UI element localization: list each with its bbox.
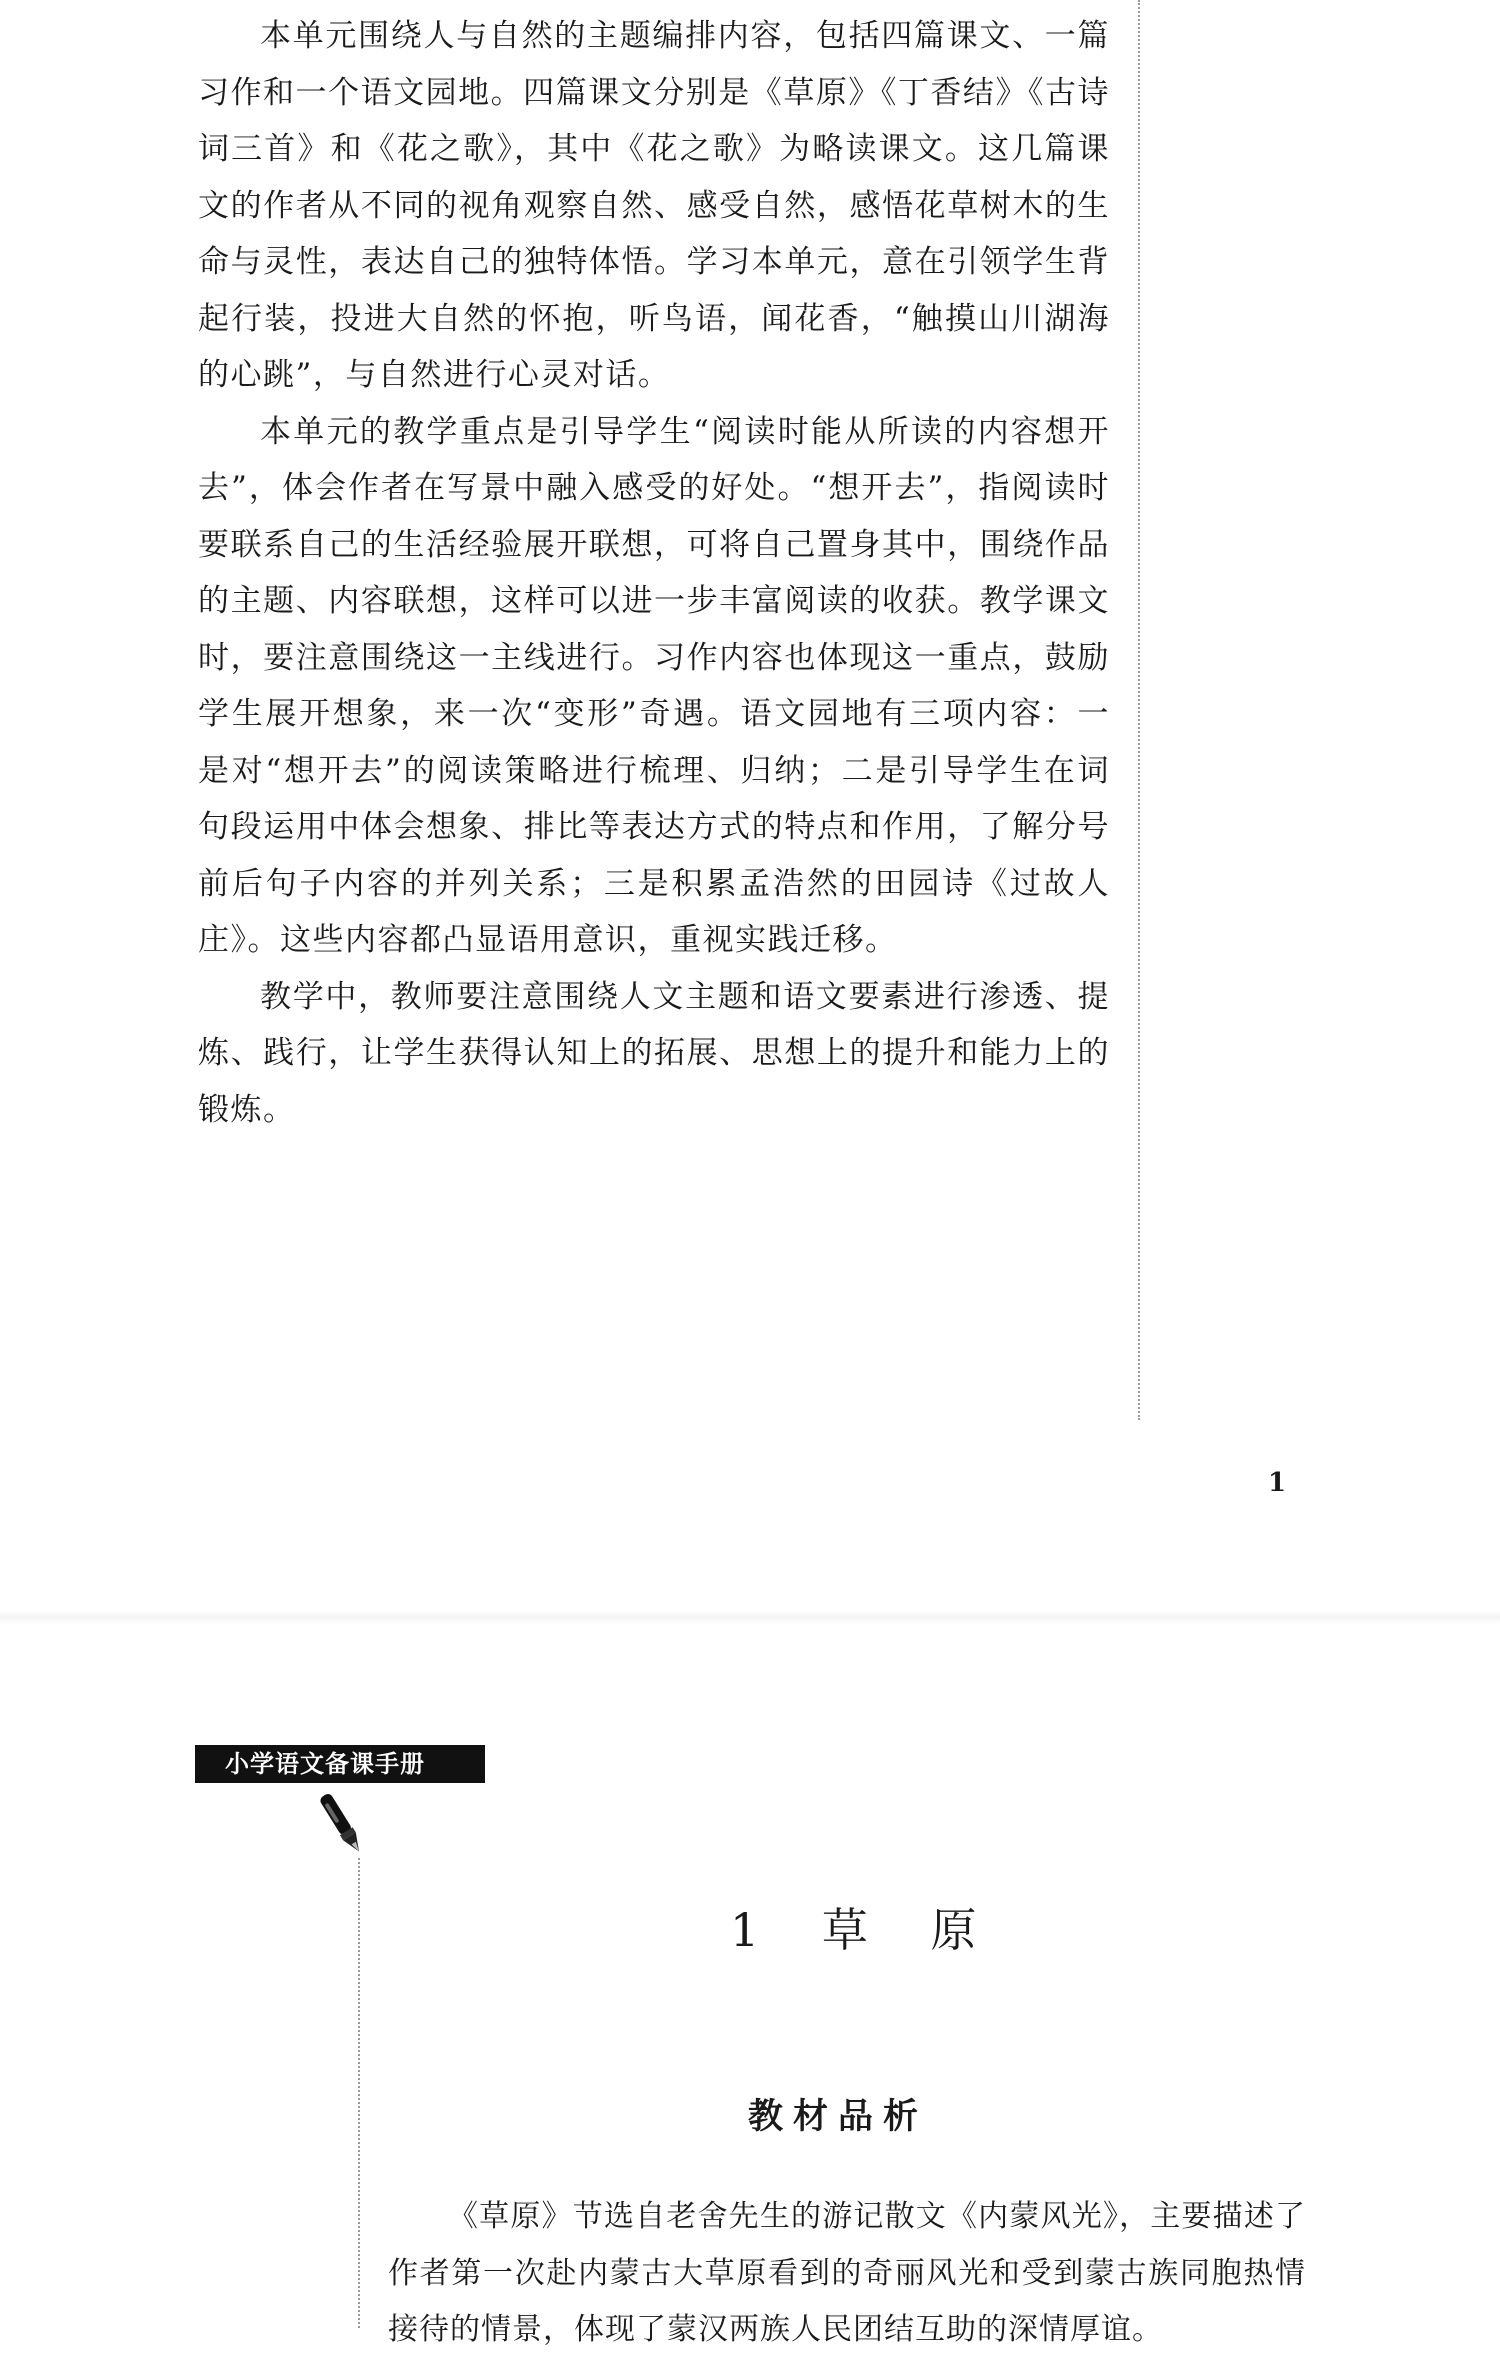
book-header-tag: 小学语文备课手册 — [195, 1745, 485, 1783]
analysis-paragraph: 《草原》节选自老舍先生的游记散文《内蒙风光》，主要描述了作者第一次赴内蒙古大草原看到的奇丽风光和受到蒙古族同胞热情接待的情景，体现了蒙汉两族人民团结互助的深情厚谊。 — [388, 2199, 1306, 2347]
lower-page — [0, 1624, 1500, 2347]
section-heading: 教材品析 — [748, 2097, 929, 2137]
pen-icon — [318, 1790, 368, 1860]
intro-paragraph-2: 本单元的教学重点是引导学生“阅读时能从所读的内容想开去”，体会作者在写景中融入感受的好处。“想开去”，指阅读时要联系自己的生活经验展开联想，可将自己置身其中，围绕作品的主题、内容联想，这样可以进一步丰富阅读的收获。教学课文时，要注意围绕这一主线进行。习作内容也体现这一重点，鼓励学生展开想象，来一次“变形”奇遇。语文园地有三项内容：一是对“想开去”的阅读策略进行梳理、归纳；二是引导学生在词句段运用中体会想象、排比等表达方式的特点和作用，了解分号前后句子内容的并列关系；三是积累孟浩然的田园诗《过故人庄》。这些内容都凸显语用意识，重视实践迁移。 — [198, 413, 1110, 958]
page-break — [0, 1610, 1500, 1624]
lesson-analysis — [388, 2189, 1306, 2359]
intro-paragraph-3: 教学中，教师要注意围绕人文主题和语文要素进行渗透、提炼、践行，让学生获得认知上的拓展、思想上的提升和能力上的锻炼。 — [198, 978, 1110, 1128]
lesson-title: 1 草 原 — [730, 1903, 1001, 1957]
margin-divider-left — [358, 1858, 360, 2328]
intro-paragraph-1: 本单元围绕人与自然的主题编排内容，包括四篇课文、一篇习作和一个语文园地。四篇课文分别是《草原》《丁香结》《古诗词三首》和《花之歌》，其中《花之歌》为略读课文。这几篇课文的作者从不同的视角观察自然、感受自然，感悟花草树木的生命与灵性，表达自己的独特体悟。学习本单元，意在引领学生背起行装，投进大自然的怀抱，听鸟语，闻花香，“触摸山川湖海的心跳”，与自然进行心灵对话。 — [198, 18, 1110, 393]
margin-divider-right — [1138, 0, 1140, 1420]
unit-introduction — [198, 8, 1110, 1138]
page-number: 1 — [1268, 1468, 1287, 1498]
